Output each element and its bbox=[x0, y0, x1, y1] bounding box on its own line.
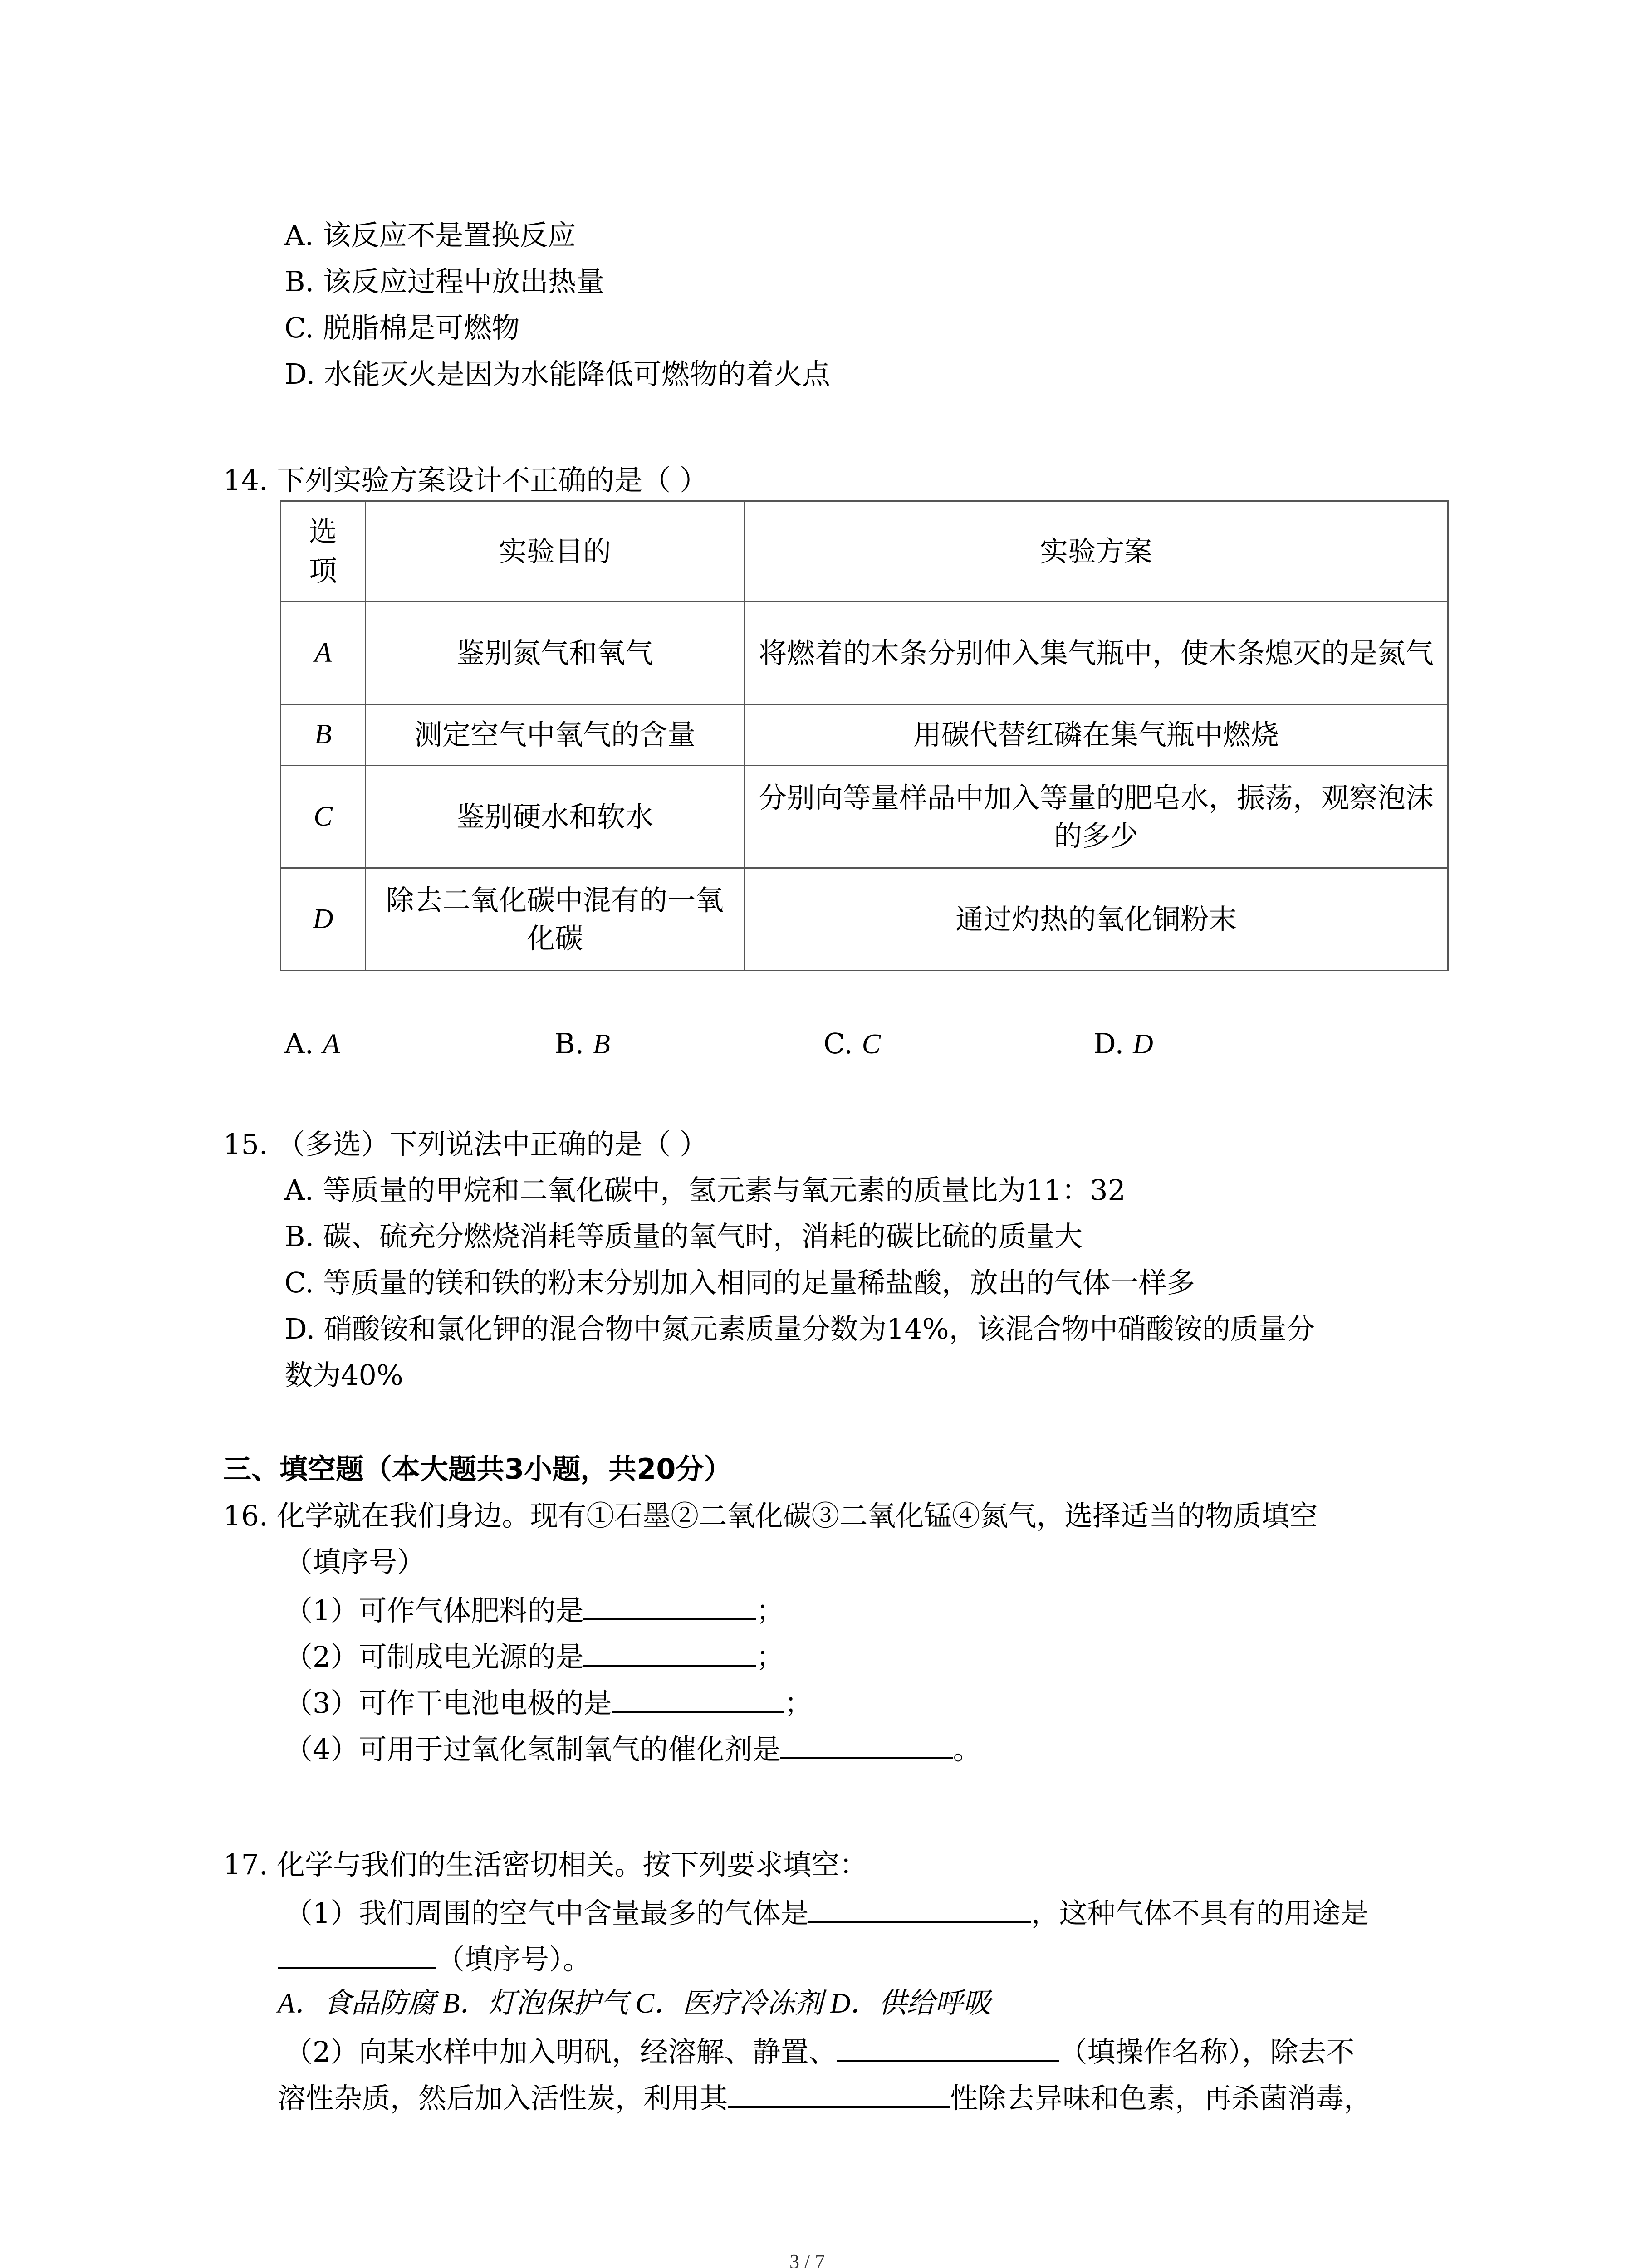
q14-answer-c: C. C bbox=[823, 1027, 881, 1060]
answer-blank[interactable] bbox=[808, 1894, 1031, 1923]
q14-row-c-plan: 分别向等量样品中加入等量的肥皂水，振荡，观察泡沫的多少 bbox=[745, 766, 1448, 868]
table-row bbox=[281, 602, 1448, 704]
q14-header-plan: 实验方案 bbox=[745, 501, 1448, 602]
q14-row-c-option: C bbox=[281, 766, 366, 868]
q16-part-1: （1）可作气体肥料的是 ； bbox=[284, 1591, 784, 1628]
answer-blank[interactable] bbox=[278, 1940, 436, 1969]
q15-option-d-line1: D. 硝酸铵和氯化钾的混合物中氮元素质量分数为14%，该混合物中硝酸铵的质量分 bbox=[284, 1312, 1315, 1345]
q14-row-c-purpose: 鉴别硬水和软水 bbox=[366, 766, 745, 868]
answer-blank[interactable] bbox=[780, 1730, 953, 1759]
q17-part-2-line2: 溶性杂质，然后加入活性炭，利用其 性除去异味和色素，再杀菌消毒， bbox=[278, 2079, 1372, 2116]
q15-option-d-line2: 数为40% bbox=[284, 1359, 403, 1392]
q14-row-a-purpose: 鉴别氮气和氧气 bbox=[366, 602, 745, 704]
q13-option-d: D. 水能灭火是因为水能降低可燃物的着火点 bbox=[284, 357, 830, 391]
page-number: 3 / 7 bbox=[789, 2250, 825, 2268]
q15-option-a: A. 等质量的甲烷和二氧化碳中，氢元素与氧元素的质量比为11：32 bbox=[284, 1173, 1126, 1207]
q14-row-d-purpose: 除去二氧化碳中混有的一氧化碳 bbox=[366, 868, 745, 971]
q14-row-a-option: A bbox=[281, 602, 366, 704]
q16-part-2: （2）可制成电光源的是 ； bbox=[284, 1637, 784, 1675]
q15-option-b: B. 碳、硫充分燃烧消耗等质量的氧气时，消耗的碳比硫的质量大 bbox=[284, 1220, 1083, 1253]
q17-choices: A．食品防腐 B．灯泡保护气 C．医疗冷冻剂 D．供给呼吸 bbox=[278, 1988, 991, 2019]
q14-row-d-option: D bbox=[281, 868, 366, 971]
q14-row-b-option: B bbox=[281, 704, 366, 766]
answer-blank[interactable] bbox=[728, 2079, 950, 2108]
q14-answer-d: D. D bbox=[1093, 1027, 1153, 1060]
table-row bbox=[281, 766, 1448, 868]
q14-answer-a: A. A bbox=[284, 1027, 340, 1060]
answer-blank[interactable] bbox=[612, 1684, 784, 1713]
answer-blank[interactable] bbox=[837, 2033, 1059, 2062]
q14-table bbox=[280, 500, 1449, 971]
q14-stem: 14. 下列实验方案设计不正确的是（ ） bbox=[223, 464, 708, 497]
q14-row-d-plan: 通过灼热的氧化铜粉末 bbox=[745, 868, 1448, 971]
q14-answer-b: B. B bbox=[554, 1027, 610, 1060]
q14-row-a-plan: 将燃着的木条分别伸入集气瓶中，使木条熄灭的是氮气 bbox=[745, 602, 1448, 704]
q14-row-b-purpose: 测定空气中氧气的含量 bbox=[366, 704, 745, 766]
q17-stem: 17. 化学与我们的生活密切相关。按下列要求填空： bbox=[223, 1848, 868, 1881]
q13-option-c: C. 脱脂棉是可燃物 bbox=[284, 311, 520, 344]
q16-part-3: （3）可作干电池电极的是 ； bbox=[284, 1684, 812, 1721]
q14-table-header bbox=[281, 501, 1448, 602]
q17-part-2-line1: （2）向某水样中加入明矾，经溶解、静置、 （填操作名称），除去不 bbox=[284, 2033, 1354, 2070]
q14-header-option: 选项 bbox=[281, 501, 366, 602]
q13-option-a: A. 该反应不是置换反应 bbox=[284, 219, 576, 252]
q16-stem-line2: （填序号） bbox=[284, 1545, 426, 1579]
table-row bbox=[281, 868, 1448, 971]
section-title: 三、填空题（本大题共3小题，共20分） bbox=[223, 1452, 732, 1486]
q17-part-1-line2: （填序号）。 bbox=[278, 1940, 591, 1977]
q17-part-1-line1: （1）我们周围的空气中含量最多的气体是 ，这种气体不具有的用途是 bbox=[284, 1894, 1368, 1931]
answer-blank[interactable] bbox=[583, 1591, 756, 1620]
q14-header-purpose: 实验目的 bbox=[366, 501, 745, 602]
q15-option-c: C. 等质量的镁和铁的粉末分别加入相同的足量稀盐酸，放出的气体一样多 bbox=[284, 1266, 1195, 1299]
q16-part-4: （4）可用于过氧化氢制氧气的催化剂是 。 bbox=[284, 1730, 981, 1767]
table-row bbox=[281, 704, 1448, 766]
q16-stem-line1: 16. 化学就在我们身边。现有①石墨②二氧化碳③二氧化锰④氮气，选择适当的物质填空 bbox=[223, 1499, 1318, 1532]
answer-blank[interactable] bbox=[583, 1637, 756, 1667]
q15-stem: 15. （多选）下列说法中正确的是（ ） bbox=[223, 1128, 708, 1161]
q13-option-b: B. 该反应过程中放出热量 bbox=[284, 265, 604, 298]
q14-row-b-plan: 用碳代替红磷在集气瓶中燃烧 bbox=[745, 704, 1448, 766]
